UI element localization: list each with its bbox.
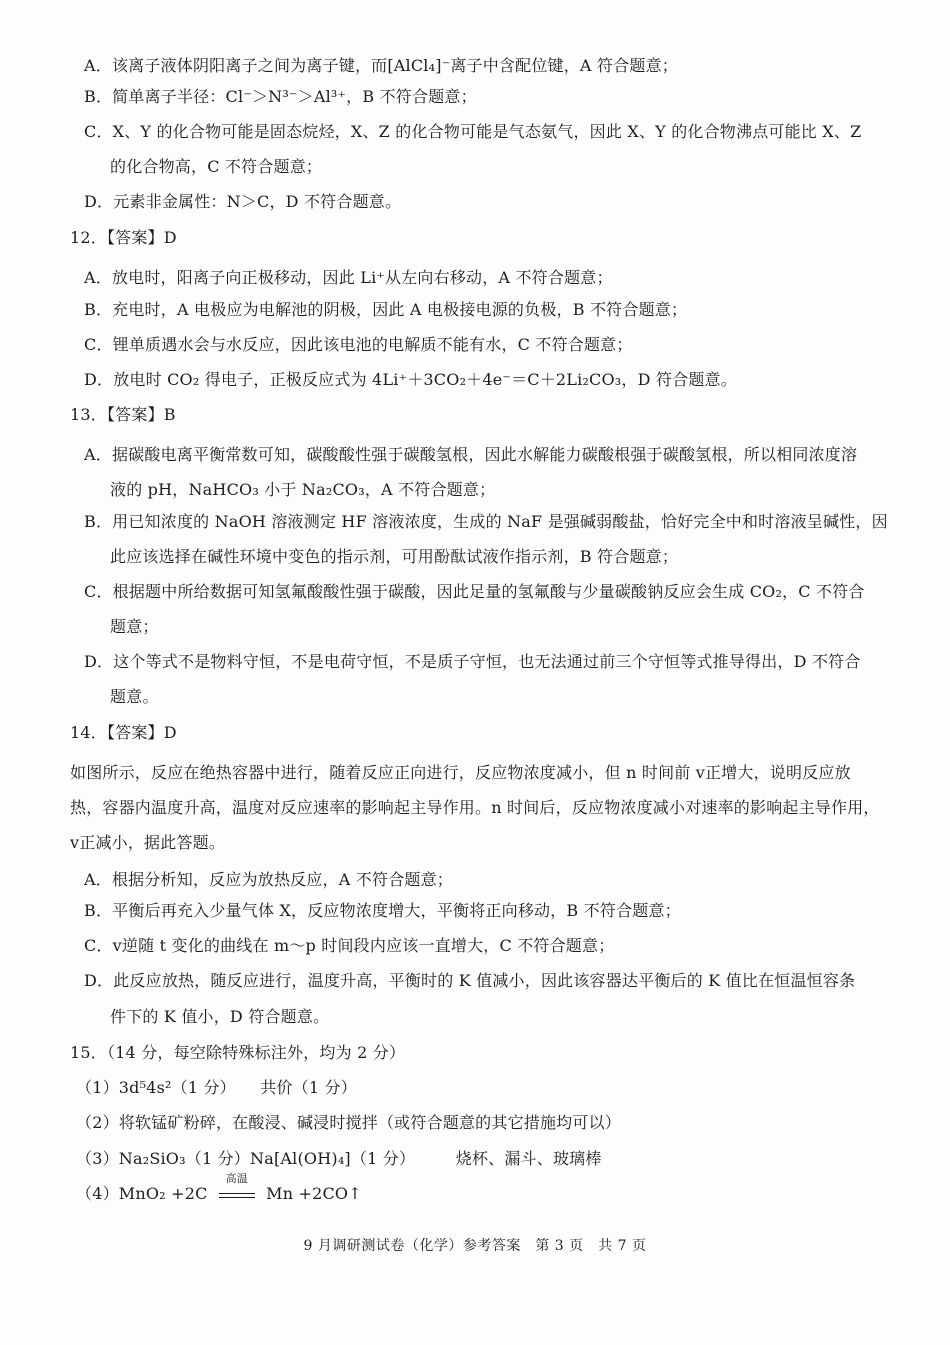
page-footer: 9 月调研测试卷（化学）参考答案 第 3 页 共 7 页 (303, 1238, 647, 1254)
q12-option-b: B．充电时，A 电极应为电解池的阴极，因此 A 电极接电源的负极，B 不符合题意； (84, 300, 688, 319)
q11-option-b: B．简单离子半径：Cl⁻＞N³⁻＞Al³⁺，B 不符合题意； (84, 87, 477, 106)
q12-option-d: D．放电时 CO₂ 得电子，正极反应式为 4Li⁺＋3CO₂＋4e⁻＝C＋2Li₂CO₃，D 符合题意。 (84, 370, 737, 389)
q15-sub4-equation (76, 1171, 362, 1205)
q11-option-a: A．该离子液体阴阳离子之间为离子键，而[AlCl₄]⁻离子中含配位键，A 符合题意； (84, 56, 678, 75)
q12-option-c: C．锂单质遇水会与水反应，因此该电池的电解质不能有水，C 不符合题意； (84, 335, 633, 354)
equation-products: Mn +2CO↑ (266, 1184, 362, 1203)
q13-answer-heading: 13．【答案】B (70, 405, 176, 424)
q15-sub2: （2）将软锰矿粉碎，在酸浸、碱浸时搅拌（或符合题意的其它措施均可以） (76, 1113, 621, 1132)
q13-option-a-line2: 液的 pH，NaHCO₃ 小于 Na₂CO₃，A 不符合题意； (110, 480, 496, 499)
reaction-condition: 高温 (225, 1171, 249, 1185)
q14-answer-heading: 14．【答案】D (70, 723, 177, 742)
equation-reactants: （4）MnO₂ +2C (76, 1184, 208, 1203)
q13-option-d-line1: D．这个等式不是物料守恒，不是电荷守恒，不是质子守恒，也无法通过前三个守恒等式推导得出，D 不符合 (84, 652, 861, 671)
q12-answer-heading: 12．【答案】D (70, 228, 177, 247)
high-temperature-equals-sign (217, 1171, 257, 1203)
q14-option-d-line1: D．此反应放热，随反应进行，温度升高，平衡时的 K 值减小，因此该容器达平衡后的 K 值比在恒温恒容条 (84, 971, 856, 990)
q11-option-c-line2: 的化合物高，C 不符合题意； (110, 157, 323, 176)
q14-analysis-line2: 热，容器内温度升高，温度对反应速率的影响起主导作用。n 时间后，反应物浓度减小对速率的影响起主导作用， (70, 798, 880, 817)
q13-option-b-line2: 此应该选择在碱性环境中变色的指示剂，可用酚酞试液作指示剂，B 符合题意； (110, 547, 679, 566)
q14-option-c: C．v逆随 t 变化的曲线在 m～p 时间段内应该一直增大，C 不符合题意； (84, 936, 615, 955)
q11-option-c-line1: C．X、Y 的化合物可能是固态烷烃，X、Z 的化合物可能是气态氨气，因此 X、Y 的化合物沸点可能比 X、Z (84, 122, 862, 141)
q14-option-b: B．平衡后再充入少量气体 X，反应物浓度增大，平衡将正向移动，B 不符合题意； (84, 901, 681, 920)
q15-sub1: （1）3d⁵4s²（1 分） 共价（1 分） (76, 1078, 357, 1097)
q13-option-d-line2: 题意。 (110, 687, 159, 706)
q14-analysis-line1: 如图所示，反应在绝热容器中进行，随着反应正向进行，反应物浓度减小，但 n 时间前 v正增大，说明反应放 (70, 763, 851, 782)
q13-option-a-line1: A．据碳酸电离平衡常数可知，碳酸酸性强于碳酸氢根，因此水解能力碳酸根强于碳酸氢根，所以相同浓度溶 (84, 445, 858, 464)
q13-option-c-line2: 题意； (110, 617, 159, 636)
q11-option-d: D．元素非金属性：N＞C，D 不符合题意。 (84, 192, 402, 211)
q12-option-a: A．放电时，阳离子向正极移动，因此 Li⁺从左向右移动，A 不符合题意； (84, 268, 613, 287)
q15-heading: 15．（14 分，每空除特殊标注外，均为 2 分） (70, 1043, 406, 1062)
q15-sub3: （3）Na₂SiO₃（1 分）Na[Al(OH)₄]（1 分） 烧杯、漏斗、玻璃棒 (76, 1149, 602, 1168)
q13-option-c-line1: C．根据题中所给数据可知氢氟酸酸性强于碳酸，因此足量的氢氟酸与少量碳酸钠反应会生成 CO₂，C 不符合 (84, 582, 865, 601)
q13-option-b-line1: B．用已知浓度的 NaOH 溶液测定 HF 溶液浓度，生成的 NaF 是强碱弱酸盐，恰好完全中和时溶液呈碱性，因 (84, 512, 888, 531)
q14-option-a: A．根据分析知，反应为放热反应，A 不符合题意； (84, 870, 453, 889)
q14-option-d-line2: 件下的 K 值小，D 符合题意。 (110, 1007, 330, 1026)
q14-analysis-line3: v正减小，据此答题。 (70, 833, 226, 852)
